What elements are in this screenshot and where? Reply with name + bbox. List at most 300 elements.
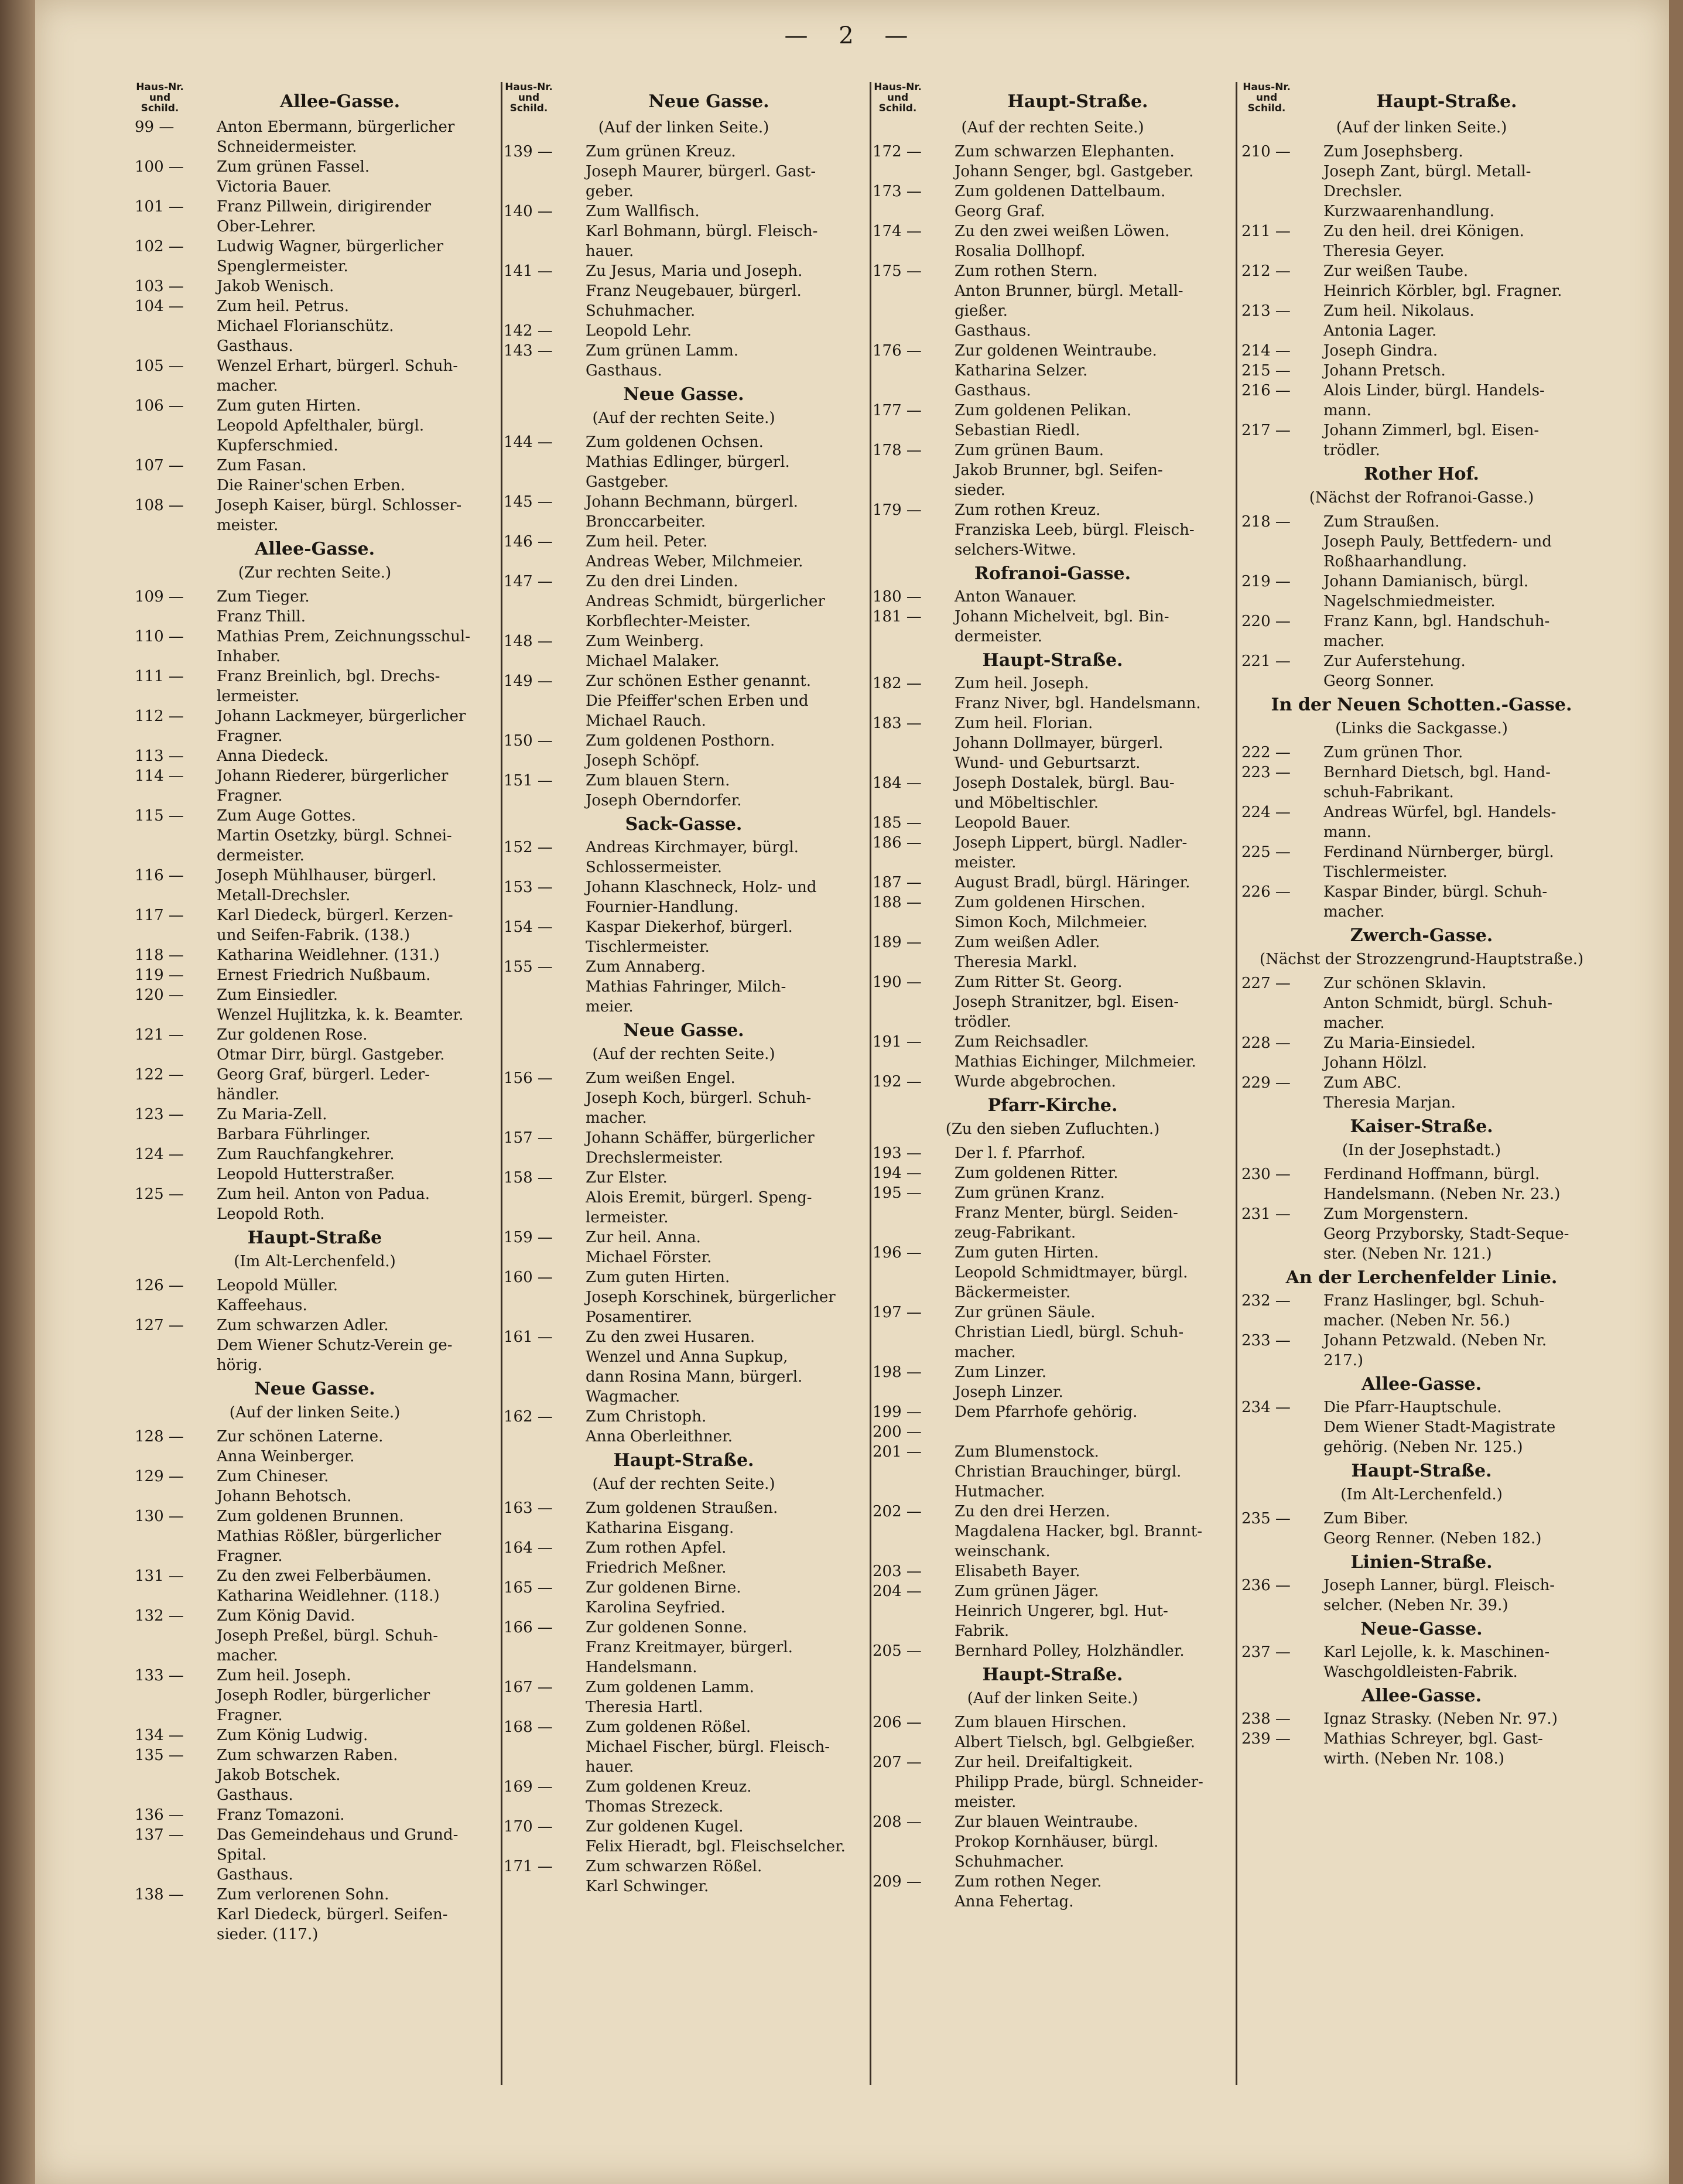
house-number: 191 —	[873, 1033, 922, 1051]
street-subheading: (Im Alt-Lerchenfeld.)	[234, 1253, 396, 1270]
house-number: 164 —	[504, 1539, 553, 1557]
directory-entry	[135, 1725, 495, 1745]
directory-entry	[1241, 1509, 1602, 1549]
entry-text: Anna Diedeck.	[217, 747, 329, 765]
entry-text: Zur Auferstehung. Georg Sonner.	[1323, 652, 1466, 690]
directory-entry	[135, 456, 495, 495]
directory-entry	[873, 401, 1233, 440]
directory-entry	[873, 1402, 1233, 1422]
directory-entry	[504, 1578, 864, 1618]
house-number: 108 —	[135, 497, 184, 514]
entry-text: Zum grünen Kreuz. Joseph Maurer, bürgerl. Gast- geber.	[586, 143, 816, 200]
entry-text: Zur schönen Esther genannt. Die Pfeiffer'schen Erben und Michael Rauch.	[586, 672, 812, 730]
entry-text: Zum goldenen Posthorn. Joseph Schöpf.	[586, 732, 775, 770]
house-number: 202 —	[873, 1503, 922, 1520]
directory-entry	[873, 182, 1233, 221]
house-number: 170 —	[504, 1818, 553, 1836]
house-number: 99 —	[135, 118, 175, 136]
street-subheading: (Auf der linken Seite.)	[1336, 119, 1507, 136]
house-number: 123 —	[135, 1106, 184, 1123]
entry-text: Mathias Schreyer, bgl. Gast- wirth. (Neben Nr. 108.)	[1323, 1730, 1543, 1768]
entry-text: Andreas Kirchmayer, bürgl. Schlossermeister.	[586, 839, 799, 876]
entry-text: Ernest Friedrich Nußbaum.	[217, 966, 431, 984]
house-number: 132 —	[135, 1607, 184, 1625]
house-number: 105 —	[135, 357, 184, 375]
house-number: 181 —	[873, 608, 922, 626]
page-number: — 2 —	[784, 22, 920, 49]
directory-entry	[873, 1032, 1233, 1072]
house-number: 226 —	[1241, 883, 1291, 901]
directory-entry	[1241, 341, 1602, 361]
entry-text: Zum goldenen Straußen. Katharina Eisgang.	[586, 1499, 778, 1537]
directory-entry	[1241, 743, 1602, 763]
directory-entry	[1241, 611, 1602, 651]
directory-entry	[504, 671, 864, 731]
entry-text: Alois Linder, bürgl. Handels- mann.	[1323, 382, 1545, 419]
house-number: 109 —	[135, 588, 184, 606]
entry-text: Zur heil. Anna. Michael Förster.	[586, 1229, 712, 1266]
house-number: 113 —	[135, 747, 184, 765]
entry-text: Joseph Mühlhauser, bürgerl. Metall-Drechsler.	[217, 867, 437, 904]
house-number: 122 —	[135, 1066, 184, 1084]
directory-entry	[873, 1581, 1233, 1641]
entry-text: Johann Pretsch.	[1323, 362, 1446, 380]
house-number: 204 —	[873, 1583, 922, 1600]
directory-entry	[135, 1065, 495, 1105]
entry-text: Anton Ebermann, bürgerlicher Schneidermeister.	[217, 118, 455, 156]
directory-entry	[135, 1315, 495, 1375]
house-number: 101 —	[135, 198, 184, 216]
directory-entry	[504, 492, 864, 532]
house-number: 116 —	[135, 867, 184, 884]
house-number: 145 —	[504, 493, 553, 511]
entry-text: Zum blauen Hirschen. Albert Tielsch, bgl. Gelbgießer.	[955, 1714, 1195, 1751]
directory-entry	[135, 157, 495, 197]
entry-text: Joseph Lippert, bürgl. Nadler- meister.	[955, 834, 1188, 871]
directory-entry	[873, 674, 1233, 713]
house-number: 134 —	[135, 1727, 184, 1744]
entry-text: Zum schwarzen Adler. Dem Wiener Schutz-Verein ge- hörig.	[217, 1317, 453, 1374]
entry-text: Zum rothen Apfel. Friedrich Meßner.	[586, 1539, 727, 1577]
house-number-label: Haus-Nr. und Schild.	[505, 82, 553, 114]
entry-text: Zum heil. Petrus. Michael Florianschütz. Gasthaus.	[217, 298, 394, 355]
directory-entry	[135, 1805, 495, 1825]
house-number: 238 —	[1241, 1710, 1291, 1728]
directory-entry	[504, 1817, 864, 1857]
entry-text: Joseph Lanner, bürgl. Fleisch- selcher. (Neben Nr. 39.)	[1323, 1577, 1555, 1614]
directory-entry	[873, 1163, 1233, 1183]
house-number: 157 —	[504, 1129, 553, 1147]
entry-text: Zum guten Hirten. Joseph Korschinek, bürgerlicher Posamentirer.	[586, 1269, 836, 1326]
directory-entry	[504, 1618, 864, 1677]
house-number: 144 —	[504, 433, 553, 451]
house-number: 212 —	[1241, 262, 1291, 280]
directory-entry	[135, 396, 495, 456]
house-number: 128 —	[135, 1428, 184, 1445]
house-number: 172 —	[873, 143, 922, 160]
directory-entry	[135, 237, 495, 276]
entry-text: Zum schwarzen Rößel. Karl Schwinger.	[586, 1858, 762, 1895]
house-number: 220 —	[1241, 613, 1291, 630]
house-number: 160 —	[504, 1269, 553, 1286]
entry-text: Zur goldenen Birne. Karolina Seyfried.	[586, 1579, 741, 1616]
entry-text: Zur blauen Weintraube. Prokop Kornhäuser, bürgl. Schuhmacher.	[955, 1813, 1159, 1871]
entry-text: Zum grünen Fassel. Victoria Bauer.	[217, 158, 370, 196]
entry-text: Zum Tieger. Franz Thill.	[217, 588, 310, 626]
entry-text: Das Gemeindehaus und Grund- Spital. Gasthaus.	[217, 1826, 459, 1884]
house-number: 196 —	[873, 1244, 922, 1262]
entry-text: Zum schwarzen Elephanten. Johann Senger, bgl. Gastgeber.	[955, 143, 1194, 180]
house-number: 151 —	[504, 772, 553, 789]
entry-text: Zum Straußen. Joseph Pauly, Bettfedern- und Roßhaarhandlung.	[1323, 513, 1552, 570]
house-number: 156 —	[504, 1069, 553, 1087]
street-heading: Haupt-Straße.	[1376, 91, 1517, 112]
directory-entry	[1241, 221, 1602, 261]
directory-entry	[873, 1303, 1233, 1362]
directory-entry	[1241, 572, 1602, 611]
directory-entry	[1241, 1204, 1602, 1264]
entry-text: Zum Wallfisch. Karl Bohmann, bürgl. Fleisch- hauer.	[586, 203, 818, 260]
street-subheading: (Auf der rechten Seite.)	[592, 1475, 775, 1493]
house-number: 130 —	[135, 1508, 184, 1525]
house-number: 107 —	[135, 457, 184, 474]
street-heading: Neue Gasse.	[623, 1020, 744, 1041]
house-number: 188 —	[873, 894, 922, 911]
house-number: 159 —	[504, 1229, 553, 1246]
street-heading: Haupt-Straße.	[1351, 1461, 1492, 1481]
entry-text: Zur schönen Laterne. Anna Weinberger.	[217, 1428, 384, 1465]
directory-entry	[873, 932, 1233, 972]
house-number: 216 —	[1241, 382, 1291, 399]
entry-text: Zum Josephsberg. Joseph Zant, bürgl. Metall- Drechsler. Kurzwaarenhandlung.	[1323, 143, 1531, 220]
entry-text: Andreas Würfel, bgl. Handels- mann.	[1323, 804, 1557, 841]
entry-text: Zum grünen Thor.	[1323, 744, 1463, 761]
directory-entry	[504, 572, 864, 631]
entry-text: Franz Tomazoni.	[217, 1806, 345, 1824]
house-number-label: Haus-Nr. und Schild.	[136, 82, 184, 114]
house-number: 174 —	[873, 223, 922, 240]
directory-entry	[1241, 973, 1602, 1033]
street-heading: Neue Gasse.	[254, 1379, 375, 1399]
directory-entry	[1241, 1642, 1602, 1682]
directory-entry	[873, 440, 1233, 500]
house-number: 152 —	[504, 839, 553, 856]
house-number: 168 —	[504, 1718, 553, 1736]
house-number: 129 —	[135, 1468, 184, 1485]
directory-entry	[504, 261, 864, 321]
house-number: 232 —	[1241, 1292, 1291, 1310]
entry-text: Zum grünen Lamm. Gasthaus.	[586, 342, 739, 380]
entry-text: Ludwig Wagner, bürgerlicher Spenglermeister.	[217, 238, 444, 275]
entry-text: Zum Blumenstock. Christian Brauchinger, bürgl. Hutmacher.	[955, 1443, 1182, 1501]
entry-text: Johann Bechmann, bürgerl. Bronccarbeiter.	[586, 493, 798, 531]
directory-entry	[873, 773, 1233, 813]
street-subheading: (Auf der rechten Seite.)	[961, 119, 1144, 136]
directory-entry	[1241, 842, 1602, 882]
entry-text: Zu den heil. drei Königen. Theresia Geyer.	[1323, 223, 1524, 260]
directory-entry	[504, 1498, 864, 1538]
street-heading: Neue Gasse.	[648, 91, 769, 112]
house-number: 233 —	[1241, 1332, 1291, 1349]
directory-entry	[873, 713, 1233, 773]
entry-text: Zur Elster. Alois Eremit, bürgerl. Speng- lermeister.	[586, 1169, 812, 1226]
entry-text: Zum Fasan. Die Rainer'schen Erben.	[217, 457, 406, 494]
street-subheading: (Zur rechten Seite.)	[238, 564, 392, 582]
street-subheading: (Auf der rechten Seite.)	[592, 409, 775, 427]
directory-entry	[1241, 421, 1602, 460]
directory-entry	[135, 1105, 495, 1144]
house-number: 213 —	[1241, 302, 1291, 320]
house-number: 194 —	[873, 1164, 922, 1182]
house-number: 208 —	[873, 1813, 922, 1831]
house-number: 205 —	[873, 1642, 922, 1660]
house-number: 214 —	[1241, 342, 1291, 360]
street-heading: Pfarr-Kirche.	[987, 1095, 1118, 1116]
street-heading: Rother Hof.	[1364, 464, 1479, 484]
entry-text: Zum schwarzen Raben. Jakob Botschek. Gasthaus.	[217, 1746, 398, 1804]
entry-text: Johann Schäffer, bürgerlicher Drechslermeister.	[586, 1129, 815, 1167]
street-heading: Zwerch-Gasse.	[1350, 925, 1493, 946]
entry-text: Zur goldenen Sonne. Franz Kreitmayer, bürgerl. Handelsmann.	[586, 1619, 793, 1676]
column-1	[135, 82, 495, 2073]
house-number: 110 —	[135, 628, 184, 645]
directory-entry	[1241, 301, 1602, 341]
directory-entry	[873, 1362, 1233, 1402]
directory-entry	[504, 1677, 864, 1717]
house-number: 140 —	[504, 203, 553, 220]
house-number: 139 —	[504, 143, 553, 160]
entry-text: Zur goldenen Kugel. Felix Hieradt, bgl. Fleischselcher.	[586, 1818, 846, 1855]
entry-text: Johann Zimmerl, bgl. Eisen- trödler.	[1323, 422, 1540, 459]
house-number: 183 —	[873, 715, 922, 732]
house-number: 177 —	[873, 402, 922, 419]
directory-entry	[873, 142, 1233, 182]
directory-entry	[504, 341, 864, 381]
house-number: 169 —	[504, 1778, 553, 1796]
directory-entry	[135, 1666, 495, 1725]
directory-entry	[135, 1745, 495, 1805]
entry-text: Franz Pillwein, dirigirender Ober-Lehrer.	[217, 198, 432, 235]
street-heading: Allee-Gasse.	[254, 539, 375, 559]
directory-entry	[504, 731, 864, 771]
directory-entry	[504, 201, 864, 261]
column-divider	[870, 82, 871, 2085]
house-number: 180 —	[873, 588, 922, 606]
directory-entry	[135, 627, 495, 667]
house-number: 102 —	[135, 238, 184, 255]
house-number: 154 —	[504, 918, 553, 936]
entry-text: Anton Wanauer.	[955, 588, 1077, 606]
entry-text: Zum grünen Kranz. Franz Menter, bürgl. Seiden- zeug-Fabrikant.	[955, 1184, 1178, 1242]
entry-text: Zum Annaberg. Mathias Fahringer, Milch- meier.	[586, 958, 786, 1016]
house-number: 229 —	[1241, 1074, 1291, 1092]
street-heading: Neue Gasse.	[623, 384, 744, 405]
entry-text: Zum Ritter St. Georg. Joseph Stranitzer, bgl. Eisen- trödler.	[955, 973, 1179, 1031]
house-number: 198 —	[873, 1363, 922, 1381]
directory-entry	[135, 1276, 495, 1315]
directory-entry	[504, 321, 864, 341]
entry-text: Kaspar Binder, bürgl. Schuh- macher.	[1323, 883, 1548, 921]
house-number: 197 —	[873, 1304, 922, 1321]
directory-entry	[1241, 1331, 1602, 1370]
street-subheading: (Auf der linken Seite.)	[229, 1404, 401, 1421]
house-number: 106 —	[135, 397, 184, 415]
house-number: 127 —	[135, 1317, 184, 1334]
directory-entry	[1241, 361, 1602, 381]
entry-text: Leopold Müller. Kaffeehaus.	[217, 1277, 338, 1314]
entry-text: Zum guten Hirten. Leopold Apfelthaler, bürgl. Kupferschmied.	[217, 397, 425, 454]
house-number: 231 —	[1241, 1205, 1291, 1223]
column-divider	[501, 82, 502, 2085]
street-heading: Allee-Gasse.	[1361, 1374, 1482, 1395]
house-number: 206 —	[873, 1714, 922, 1731]
directory-entry	[873, 873, 1233, 893]
directory-entry	[135, 1566, 495, 1606]
entry-text: Johann Petzwald. (Neben Nr. 217.)	[1323, 1332, 1547, 1369]
directory-entry	[135, 985, 495, 1025]
house-number: 141 —	[504, 262, 553, 280]
house-number: 117 —	[135, 907, 184, 924]
directory-entry	[1241, 651, 1602, 691]
street-heading: Haupt-Straße.	[982, 650, 1123, 671]
directory-entry	[873, 1243, 1233, 1303]
directory-entry	[1241, 1073, 1602, 1113]
directory-entry	[135, 766, 495, 806]
directory-entry	[504, 1538, 864, 1578]
column-4	[1241, 82, 1602, 2073]
entry-text: Zum ABC. Theresia Marjan.	[1323, 1074, 1456, 1112]
entry-text: Zum heil. Joseph. Franz Niver, bgl. Handelsmann.	[955, 675, 1201, 712]
entry-text: Dem Pfarrhofe gehörig.	[955, 1403, 1138, 1421]
entry-text: Zum Einsiedler. Wenzel Hujlitzka, k. k. Beamter.	[217, 986, 464, 1024]
street-subheading: (Auf der linken Seite.)	[598, 119, 769, 136]
house-number: 225 —	[1241, 843, 1291, 861]
entry-text: Zum rothen Neger. Anna Fehertag.	[955, 1873, 1102, 1910]
directory-entry	[1241, 142, 1602, 221]
house-number: 173 —	[873, 183, 922, 200]
house-number: 221 —	[1241, 652, 1291, 670]
directory-entry	[873, 1072, 1233, 1092]
street-subheading: (Nächst der Strozzengrund-Hauptstraße.)	[1259, 951, 1584, 968]
entry-text: Zum König Ludwig.	[217, 1727, 368, 1744]
column-header	[1241, 82, 1602, 115]
house-number: 104 —	[135, 298, 184, 315]
house-number: 158 —	[504, 1169, 553, 1187]
directory-entry	[504, 1068, 864, 1128]
entry-text: Zum grünen Baum. Jakob Brunner, bgl. Seifen- sieder.	[955, 442, 1163, 499]
entry-text: Zum heil. Peter. Andreas Weber, Milchmeier.	[586, 533, 803, 570]
house-number: 100 —	[135, 158, 184, 176]
directory-entry	[135, 1427, 495, 1467]
directory-entry	[873, 221, 1233, 261]
house-number: 224 —	[1241, 804, 1291, 821]
entry-text: Leopold Bauer.	[955, 814, 1071, 832]
house-number: 131 —	[135, 1567, 184, 1585]
house-number: 121 —	[135, 1026, 184, 1044]
directory-entry	[504, 1717, 864, 1777]
house-number: 201 —	[873, 1443, 922, 1461]
entry-text: Joseph Kaiser, bürgl. Schlosser- meister.	[217, 497, 462, 534]
house-number: 207 —	[873, 1754, 922, 1771]
house-number: 219 —	[1241, 573, 1291, 590]
entry-text: Zu den zwei Husaren. Wenzel und Anna Supkup, dann Rosina Mann, bürgerl. Wagmacher.	[586, 1328, 803, 1406]
directory-entry	[135, 866, 495, 905]
entry-text: Zum weißen Engel. Joseph Koch, bürgerl. Schuh- macher.	[586, 1069, 812, 1127]
directory-entry	[135, 197, 495, 237]
entry-text: Zu den zwei Felberbäumen. Katharina Weidlehner. (118.)	[217, 1567, 440, 1605]
entry-text: Franz Breinlich, bgl. Drechs- lermeister.	[217, 668, 440, 705]
entry-text: Bernhard Polley, Holzhändler.	[955, 1642, 1185, 1660]
directory-entry	[873, 587, 1233, 607]
street-heading: Sack-Gasse.	[625, 814, 743, 835]
entry-text: Zum Morgenstern. Georg Przyborsky, Stadt-Seque- ster. (Neben Nr. 121.)	[1323, 1205, 1569, 1263]
directory-entry	[873, 1561, 1233, 1581]
directory-entry	[504, 142, 864, 201]
house-number: 163 —	[504, 1499, 553, 1517]
entry-text: Elisabeth Bayer.	[955, 1563, 1080, 1580]
entry-text: Zum blauen Stern. Joseph Oberndorfer.	[586, 772, 742, 809]
house-number: 193 —	[873, 1144, 922, 1162]
house-number: 203 —	[873, 1563, 922, 1580]
entry-text: Zum Weinberg. Michael Malaker.	[586, 633, 720, 670]
directory-entry	[504, 838, 864, 877]
street-subheading: (Auf der linken Seite.)	[967, 1690, 1138, 1707]
directory-entry	[1241, 1397, 1602, 1457]
street-heading: Haupt-Straße.	[982, 1665, 1123, 1685]
house-number: 136 —	[135, 1806, 184, 1824]
entry-text: Zur goldenen Weintraube. Katharina Selzer. Gasthaus.	[955, 342, 1157, 399]
street-heading: Linien-Straße.	[1350, 1552, 1493, 1573]
entry-text: Ferdinand Nürnberger, bürgl. Tischlermeister.	[1323, 843, 1554, 881]
directory-entry	[873, 972, 1233, 1032]
entry-text: Zum Auge Gottes. Martin Osetzky, bürgl. Schnei- dermeister.	[217, 807, 452, 864]
entry-text: Zum goldenen Dattelbaum. Georg Graf.	[955, 183, 1166, 220]
house-number: 190 —	[873, 973, 922, 991]
house-number: 120 —	[135, 986, 184, 1004]
entry-text: Karl Lejolle, k. k. Maschinen- Waschgoldleisten-Fabrik.	[1323, 1643, 1550, 1681]
entry-text: Franz Kann, bgl. Handschuh- macher.	[1323, 613, 1550, 650]
directory-entry	[135, 356, 495, 396]
entry-text: Ignaz Strasky. (Neben Nr. 97.)	[1323, 1710, 1558, 1728]
street-heading: Haupt-Straße	[247, 1228, 382, 1248]
street-heading: Haupt-Straße.	[613, 1450, 754, 1471]
column-3	[873, 82, 1233, 2073]
entry-text: Zum Reichsadler. Mathias Eichinger, Milchmeier.	[955, 1033, 1196, 1071]
entry-text: Zum weißen Adler. Theresia Markl.	[955, 934, 1100, 971]
directory-entry	[504, 771, 864, 811]
directory-entry	[1241, 802, 1602, 842]
entry-text: Leopold Lehr.	[586, 322, 692, 340]
entry-text: Zum goldenen Kreuz. Thomas Strezeck.	[586, 1778, 752, 1816]
entry-text: Zum Rauchfangkehrer. Leopold Hutterstraßer.	[217, 1146, 395, 1183]
directory-entry	[504, 1267, 864, 1327]
house-number: 135 —	[135, 1746, 184, 1764]
house-number: 155 —	[504, 958, 553, 976]
entry-text: Zum Christoph. Anna Oberleithner.	[586, 1408, 733, 1445]
house-number: 175 —	[873, 262, 922, 280]
house-number: 210 —	[1241, 143, 1291, 160]
house-number: 211 —	[1241, 223, 1291, 240]
house-number-label: Haus-Nr. und Schild.	[874, 82, 922, 114]
entry-text: Zum goldenen Lamm. Theresia Hartl.	[586, 1679, 754, 1716]
house-number: 176 —	[873, 342, 922, 360]
house-number: 103 —	[135, 278, 184, 295]
directory-entry	[1241, 1291, 1602, 1331]
entry-text: Katharina Weidlehner. (131.)	[217, 946, 440, 964]
entry-text: Zur grünen Säule. Christian Liedl, bürgl. Schuh- macher.	[955, 1304, 1184, 1361]
house-number: 162 —	[504, 1408, 553, 1426]
house-number: 234 —	[1241, 1399, 1291, 1416]
